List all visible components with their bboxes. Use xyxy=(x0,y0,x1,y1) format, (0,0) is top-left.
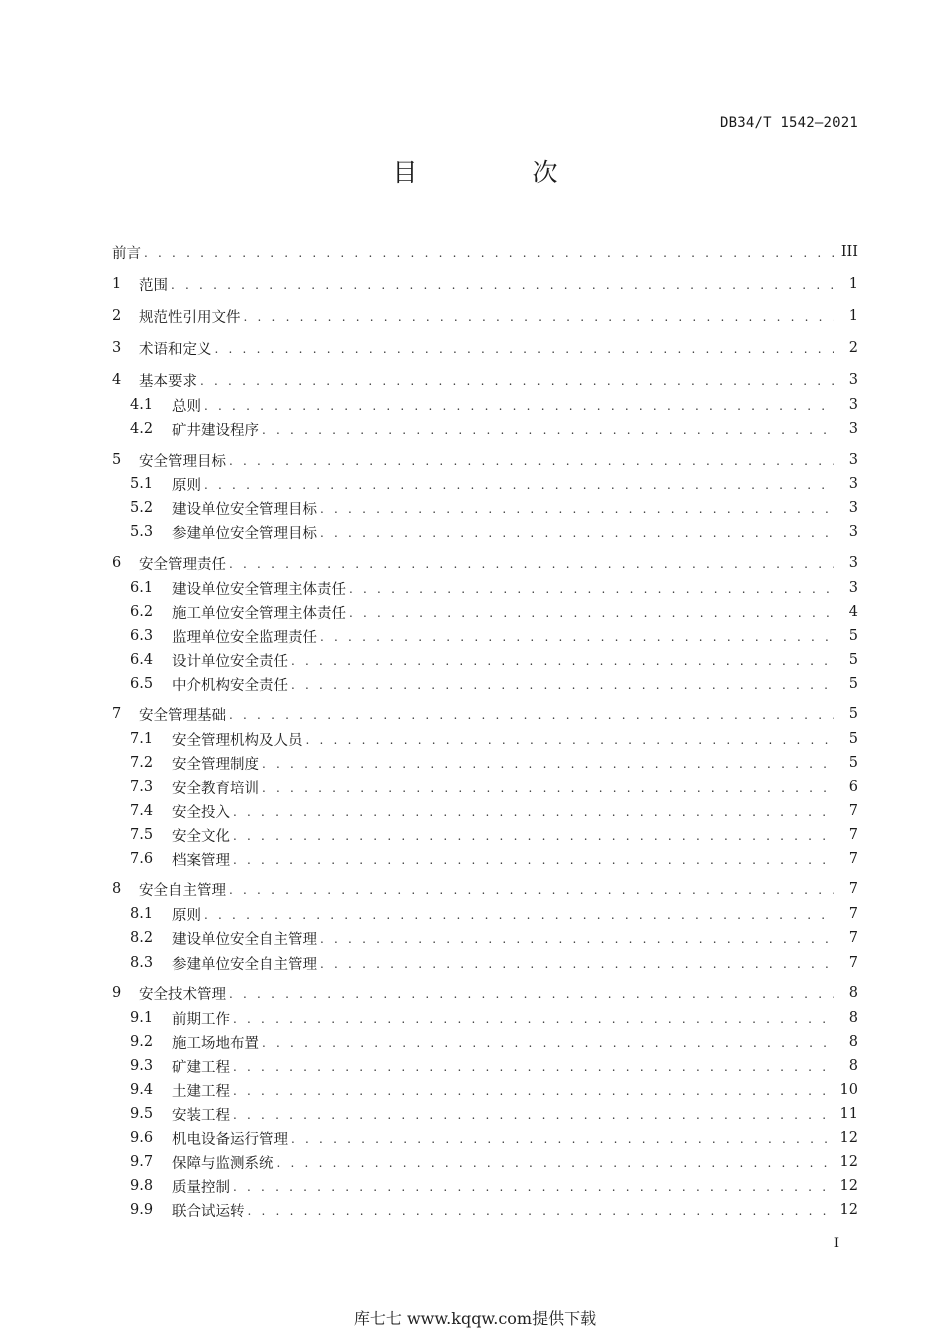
toc-entry-number: 6.4 xyxy=(130,652,154,668)
toc-entry-number: 7 xyxy=(112,706,122,722)
toc-entry[interactable] xyxy=(112,702,858,726)
toc-entry-label: 规范性引用文件 xyxy=(139,309,241,326)
toc-subentry[interactable] xyxy=(130,775,858,799)
toc-entry-number: 6.5 xyxy=(130,676,154,692)
toc-entry-page: 2 xyxy=(848,340,858,356)
toc-entry[interactable] xyxy=(112,877,858,901)
toc-leader-dots xyxy=(229,881,834,897)
toc-entry-page: 3 xyxy=(848,397,858,413)
toc-leader-dots xyxy=(204,476,834,492)
toc-subentry[interactable] xyxy=(130,624,858,648)
toc-entry-number: 5.1 xyxy=(130,476,154,492)
toc-leader-dots xyxy=(233,1058,834,1074)
toc-entry-page: 7 xyxy=(848,851,858,867)
toc-subentry[interactable] xyxy=(130,472,858,496)
toc-entry-number: 9.3 xyxy=(130,1058,154,1074)
toc-leader-dots xyxy=(171,276,834,292)
toc-entry-page: 11 xyxy=(839,1106,858,1122)
toc-entry-label: 安全教育培训 xyxy=(172,780,259,797)
toc-entry-page: 7 xyxy=(848,955,858,971)
toc-entry-page: 5 xyxy=(848,731,858,747)
toc-entry-label: 安全管理基础 xyxy=(139,707,226,724)
toc-entry-label: 施工单位安全管理主体责任 xyxy=(172,605,346,622)
toc-entry-label: 监理单位安全监理责任 xyxy=(172,629,317,646)
toc-entry-number: 9.7 xyxy=(130,1154,154,1170)
toc-leader-dots xyxy=(320,930,834,946)
toc-entry-page: 7 xyxy=(848,881,858,897)
toc-leader-dots xyxy=(262,755,834,771)
toc-entry-label: 建设单位安全管理目标 xyxy=(172,501,317,518)
toc-subentry[interactable] xyxy=(130,417,858,441)
toc-leader-dots xyxy=(233,827,834,843)
toc-entry-label: 安全管理责任 xyxy=(139,556,226,573)
toc-entry-page: 5 xyxy=(848,628,858,644)
toc-entry-label: 安全管理机构及人员 xyxy=(172,732,303,749)
toc-entry-page: 7 xyxy=(848,803,858,819)
toc-entry-page: 3 xyxy=(848,500,858,516)
toc-entry-label: 安全管理制度 xyxy=(172,756,259,773)
toc-entry-page: 3 xyxy=(848,421,858,437)
toc-entry-number: 5.3 xyxy=(130,524,154,540)
toc-entry[interactable] xyxy=(112,551,858,575)
toc-entry-page: 5 xyxy=(848,676,858,692)
toc-entry-number: 1 xyxy=(112,276,122,292)
toc-leader-dots xyxy=(262,779,834,795)
toc-entry-label: 矿井建设程序 xyxy=(172,422,259,439)
toc-entry-number: 9 xyxy=(112,985,122,1001)
toc-subentry[interactable] xyxy=(130,1150,858,1174)
toc-entry-page: 10 xyxy=(839,1082,858,1098)
toc-subentry[interactable] xyxy=(130,926,858,950)
toc-leader-dots xyxy=(262,1034,834,1050)
toc-entry-page: 1 xyxy=(848,308,858,324)
toc-subentry[interactable] xyxy=(130,751,858,775)
toc-entry-page: 5 xyxy=(848,652,858,668)
toc-entry-number: 8.3 xyxy=(130,955,154,971)
toc-entry-page: 7 xyxy=(848,930,858,946)
toc-entry-page: 7 xyxy=(848,906,858,922)
toc-entry-number: 7.6 xyxy=(130,851,154,867)
toc-entry[interactable] xyxy=(112,240,858,264)
toc-leader-dots xyxy=(229,706,834,722)
toc-subentry[interactable] xyxy=(130,1006,858,1030)
toc-subentry[interactable] xyxy=(130,520,858,544)
footer-download-notice: 库七七 www.kqqw.com提供下载 xyxy=(353,1309,597,1328)
toc-entry-page: 8 xyxy=(848,985,858,1001)
toc-leader-dots xyxy=(233,1010,834,1026)
toc-subentry[interactable] xyxy=(130,727,858,751)
toc-entry-number: 4.1 xyxy=(130,397,154,413)
toc-leader-dots xyxy=(204,906,834,922)
toc-leader-dots xyxy=(320,955,834,971)
toc-entry-label: 安装工程 xyxy=(172,1107,230,1124)
toc-entry-page: 3 xyxy=(848,555,858,571)
toc-entry-label: 原则 xyxy=(172,477,201,494)
toc-subentry[interactable] xyxy=(130,799,858,823)
toc-subentry[interactable] xyxy=(130,600,858,624)
toc-entry[interactable] xyxy=(112,981,858,1005)
toc-entry-page: III xyxy=(840,244,858,260)
toc-entry-number: 8.1 xyxy=(130,906,154,922)
toc-entry[interactable] xyxy=(112,272,858,296)
toc-entry-page: 5 xyxy=(848,755,858,771)
toc-entry-label: 安全投入 xyxy=(172,804,230,821)
toc-subentry[interactable] xyxy=(130,1030,858,1054)
toc-entry[interactable] xyxy=(112,368,858,392)
toc-entry-number: 8.2 xyxy=(130,930,154,946)
toc-entry-page: 3 xyxy=(848,524,858,540)
toc-entry-label: 术语和定义 xyxy=(139,341,212,358)
toc-leader-dots xyxy=(291,1130,834,1146)
toc-leader-dots xyxy=(215,340,835,356)
toc-entry-label: 档案管理 xyxy=(172,852,230,869)
toc-entry-number: 8 xyxy=(112,881,122,897)
toc-subentry[interactable] xyxy=(130,1078,858,1102)
toc-entry-number: 6.2 xyxy=(130,604,154,620)
toc-leader-dots xyxy=(233,803,834,819)
page-number: I xyxy=(833,1236,839,1251)
toc-entry-page: 3 xyxy=(848,372,858,388)
toc-entry-number: 6 xyxy=(112,555,122,571)
toc-subentry[interactable] xyxy=(130,1198,858,1222)
toc-entry-number: 6.1 xyxy=(130,580,154,596)
toc-entry-label: 矿建工程 xyxy=(172,1059,230,1076)
toc-entry-label: 安全自主管理 xyxy=(139,882,226,899)
toc-subentry[interactable] xyxy=(130,1126,858,1150)
toc-entry-number: 4 xyxy=(112,372,122,388)
toc-entry-label: 土建工程 xyxy=(172,1083,230,1100)
toc-entry-page: 12 xyxy=(839,1154,858,1170)
toc-entry-page: 8 xyxy=(848,1034,858,1050)
toc-subentry[interactable] xyxy=(130,1054,858,1078)
toc-leader-dots xyxy=(229,452,834,468)
toc-entry-page: 8 xyxy=(848,1010,858,1026)
toc-leader-dots xyxy=(320,500,834,516)
toc-entry-label: 前期工作 xyxy=(172,1011,230,1028)
toc-subentry[interactable] xyxy=(130,576,858,600)
toc-entry-label: 安全技术管理 xyxy=(139,986,226,1003)
toc-entry-number: 9.2 xyxy=(130,1034,154,1050)
standard-code: DB34/T 1542—2021 xyxy=(719,115,858,131)
toc-leader-dots xyxy=(262,421,834,437)
toc-subentry[interactable] xyxy=(130,393,858,417)
toc-leader-dots xyxy=(204,397,834,413)
toc-leader-dots xyxy=(291,676,834,692)
toc-entry-number: 9.5 xyxy=(130,1106,154,1122)
toc-entry-label: 安全管理目标 xyxy=(139,453,226,470)
toc-entry-label: 安全文化 xyxy=(172,828,230,845)
toc-entry-page: 8 xyxy=(848,1058,858,1074)
toc-entry-label: 质量控制 xyxy=(172,1179,230,1196)
toc-entry[interactable] xyxy=(112,304,858,328)
toc-entry-label: 中介机构安全责任 xyxy=(172,677,288,694)
toc-entry-number: 9.6 xyxy=(130,1130,154,1146)
toc-leader-dots xyxy=(277,1154,835,1170)
toc-leader-dots xyxy=(233,851,834,867)
toc-subentry[interactable] xyxy=(130,672,858,696)
toc-subentry[interactable] xyxy=(130,951,858,975)
toc-entry-label: 前言 xyxy=(112,245,141,262)
toc-entry-label: 施工场地布置 xyxy=(172,1035,259,1052)
toc-entry-label: 总则 xyxy=(172,398,201,415)
toc-entry-page: 3 xyxy=(848,476,858,492)
toc-entry-page: 12 xyxy=(839,1178,858,1194)
toc-entry-label: 参建单位安全自主管理 xyxy=(172,956,317,973)
toc-entry-label: 建设单位安全自主管理 xyxy=(172,931,317,948)
toc-entry[interactable] xyxy=(112,448,858,472)
toc-entry-label: 设计单位安全责任 xyxy=(172,653,288,670)
toc-entry-number: 9.8 xyxy=(130,1178,154,1194)
toc-leader-dots xyxy=(233,1178,834,1194)
toc-leader-dots xyxy=(320,524,834,540)
toc-entry-label: 基本要求 xyxy=(139,373,197,390)
toc-entry-label: 建设单位安全管理主体责任 xyxy=(172,581,346,598)
toc-entry-label: 机电设备运行管理 xyxy=(172,1131,288,1148)
toc-leader-dots xyxy=(320,628,834,644)
toc-leader-dots xyxy=(349,580,834,596)
toc-entry-number: 5.2 xyxy=(130,500,154,516)
toc-entry-number: 9.4 xyxy=(130,1082,154,1098)
toc-entry-label: 范围 xyxy=(139,277,168,294)
toc-leader-dots xyxy=(229,555,834,571)
toc-entry-number: 9.1 xyxy=(130,1010,154,1026)
toc-entry-label: 原则 xyxy=(172,907,201,924)
toc-entry-number: 4.2 xyxy=(130,421,154,437)
toc-entry-number: 7.1 xyxy=(130,731,154,747)
toc-subentry[interactable] xyxy=(130,648,858,672)
toc-entry-number: 7.3 xyxy=(130,779,154,795)
toc-subentry[interactable] xyxy=(130,847,858,871)
toc-entry-label: 参建单位安全管理目标 xyxy=(172,525,317,542)
toc-entry-number: 7.5 xyxy=(130,827,154,843)
toc-entry-number: 9.9 xyxy=(130,1202,154,1218)
toc-leader-dots xyxy=(233,1106,834,1122)
toc-entry-number: 2 xyxy=(112,308,122,324)
toc-subentry[interactable] xyxy=(130,496,858,520)
toc-subentry[interactable] xyxy=(130,1102,858,1126)
toc-entry-label: 保障与监测系统 xyxy=(172,1155,274,1172)
toc-leader-dots xyxy=(229,985,834,1001)
toc-leader-dots xyxy=(244,308,835,324)
toc-entry-number: 5 xyxy=(112,452,122,468)
toc-entry-page: 1 xyxy=(848,276,858,292)
toc-subentry[interactable] xyxy=(130,902,858,926)
toc-leader-dots xyxy=(144,244,834,260)
toc-entry-page: 5 xyxy=(848,706,858,722)
toc-entry[interactable] xyxy=(112,336,858,360)
toc-entry-page: 4 xyxy=(848,604,858,620)
toc-leader-dots xyxy=(349,604,834,620)
toc-entry-page: 12 xyxy=(839,1130,858,1146)
toc-entry-number: 3 xyxy=(112,340,122,356)
toc-entry-page: 7 xyxy=(848,827,858,843)
toc-title: 目 次 xyxy=(392,158,603,187)
toc-entry-number: 6.3 xyxy=(130,628,154,644)
toc-subentry[interactable] xyxy=(130,823,858,847)
toc-entry-page: 3 xyxy=(848,452,858,468)
toc-leader-dots xyxy=(233,1082,834,1098)
toc-entry-page: 3 xyxy=(848,580,858,596)
toc-leader-dots xyxy=(200,372,834,388)
toc-entry-page: 12 xyxy=(839,1202,858,1218)
toc-leader-dots xyxy=(291,652,834,668)
toc-entry-page: 6 xyxy=(848,779,858,795)
toc-entry-number: 7.4 xyxy=(130,803,154,819)
toc-leader-dots xyxy=(248,1202,835,1218)
toc-subentry[interactable] xyxy=(130,1174,858,1198)
toc-entry-number: 7.2 xyxy=(130,755,154,771)
toc-leader-dots xyxy=(306,731,835,747)
toc-entry-label: 联合试运转 xyxy=(172,1203,245,1220)
